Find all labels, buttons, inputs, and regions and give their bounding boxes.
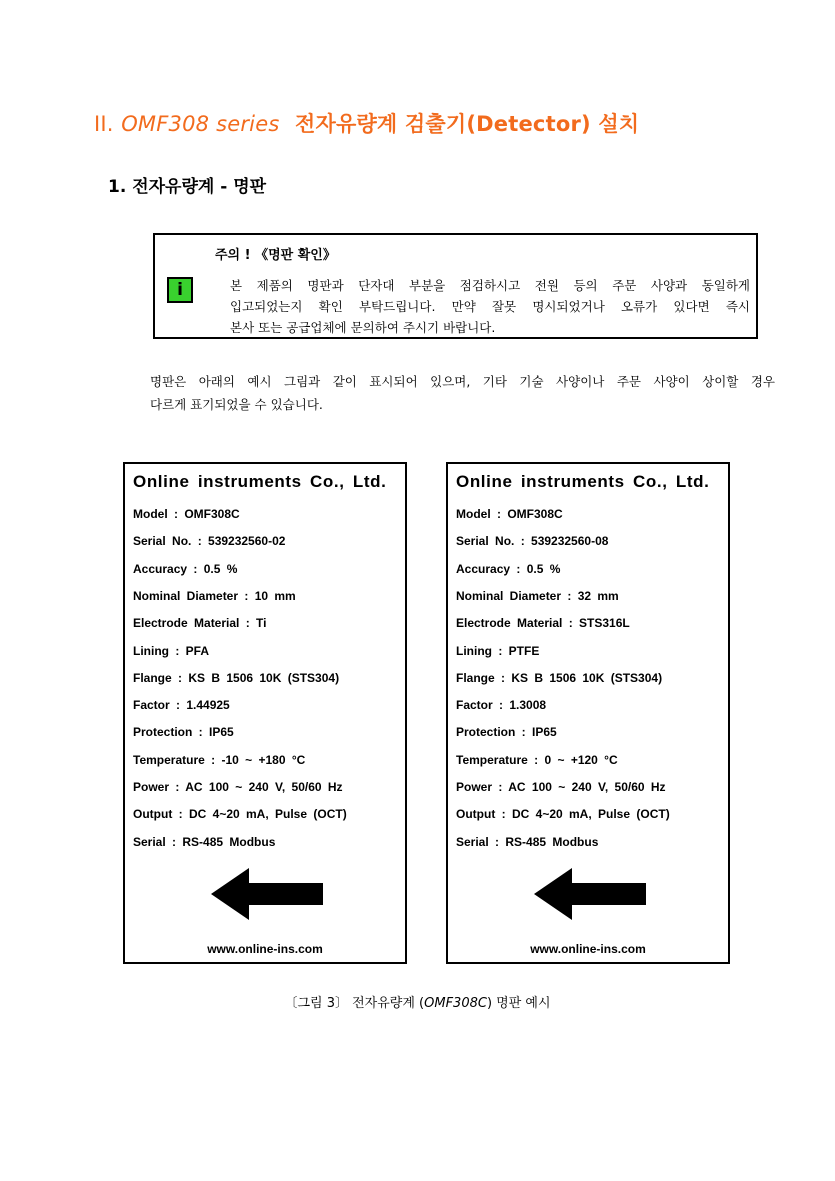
info-icon: i [167,277,193,303]
plate-company: Online instruments Co., Ltd. [133,472,387,491]
plate-spec-row: Electrode Material : STS316L [456,616,630,631]
section-number: II. [94,112,114,136]
plate-spec-row: Protection : IP65 [456,725,557,740]
section-title [94,108,639,138]
intro-line: 다르게 표기되었을 수 있습니다. [150,397,323,412]
plate-spec-row: Serial No. : 539232560-08 [456,534,609,549]
section-model: OMF308 series [121,112,280,136]
plate-company: Online instruments Co., Ltd. [456,472,710,491]
plate-spec-row: Lining : PTFE [456,643,540,658]
notice-line: 입고되었는지 확인 부탁드립니다. 만약 잘못 명시되었거나 오류가 있다면 즉시 [230,299,750,314]
plate-spec-row: Electrode Material : Ti [133,616,267,631]
plate-url: www.online-ins.com [530,942,646,956]
caption-suffix: ) 명판 예시 [486,996,551,1011]
plate-spec-row: Factor : 1.3008 [456,698,547,713]
plate-spec-row: Accuracy : 0.5 % [456,561,561,576]
arrow-left-icon [534,868,646,920]
plate-spec-row: Nominal Diameter : 10 mm [133,588,296,603]
plate-spec-row: Flange : KS B 1506 10K (STS304) [133,670,340,685]
nameplate-left [123,462,407,964]
figure-caption [0,992,835,1011]
plate-spec-row: Protection : IP65 [133,725,234,740]
plate-spec-row: Temperature : -10 ~ +180 °C [133,752,306,767]
caption-prefix: 〔그림 3〕 전자유량계 ( [284,996,425,1011]
plate-spec-row: Output : DC 4~20 mA, Pulse (OCT) [456,807,670,822]
plate-spec-row: Flange : KS B 1506 10K (STS304) [456,670,663,685]
plate-spec-row: Serial : RS-485 Modbus [133,834,276,849]
subsection-title: 1. 전자유량계 - 명판 [108,177,267,197]
plate-spec-row: Accuracy : 0.5 % [133,561,238,576]
plate-spec-row: Nominal Diameter : 32 mm [456,588,619,603]
plate-spec-row: Serial : RS-485 Modbus [456,834,599,849]
section-title-text: 전자유량계 검출기(Detector) 설치 [294,112,640,136]
plate-spec-row: Model : OMF308C [456,507,563,521]
plate-spec-row: Power : AC 100 ~ 240 V, 50/60 Hz [456,780,666,794]
notice-line: 본 제품의 명판과 단자대 부분을 점검하시고 전원 등의 주문 사양과 동일하게 [230,278,750,293]
plate-spec-row: Output : DC 4~20 mA, Pulse (OCT) [133,807,347,822]
plate-spec-row: Serial No. : 539232560-02 [133,534,286,549]
plate-spec-row: Lining : PFA [133,643,209,658]
plate-spec-row: Power : AC 100 ~ 240 V, 50/60 Hz [133,780,343,794]
plate-spec-row: Temperature : 0 ~ +120 °C [456,752,618,767]
nameplate-right [446,462,730,964]
intro-paragraph [150,370,775,416]
notice-box [153,233,758,339]
plate-spec-row: Model : OMF308C [133,507,240,521]
intro-line: 명판은 아래의 예시 그림과 같이 표시되어 있으며, 기타 기술 사양이나 주문 사양이 상이할 경우 [150,374,775,389]
notice-heading: 주의 ! 《명판 확인》 [215,248,336,263]
notice-body [230,275,750,338]
arrow-left-icon [211,868,323,920]
notice-line: 본사 또는 공급업체에 문의하여 주시기 바랍니다. [230,320,496,335]
plate-spec-row: Factor : 1.44925 [133,698,230,713]
caption-model: OMF308C [424,996,487,1011]
plate-url: www.online-ins.com [207,942,323,956]
